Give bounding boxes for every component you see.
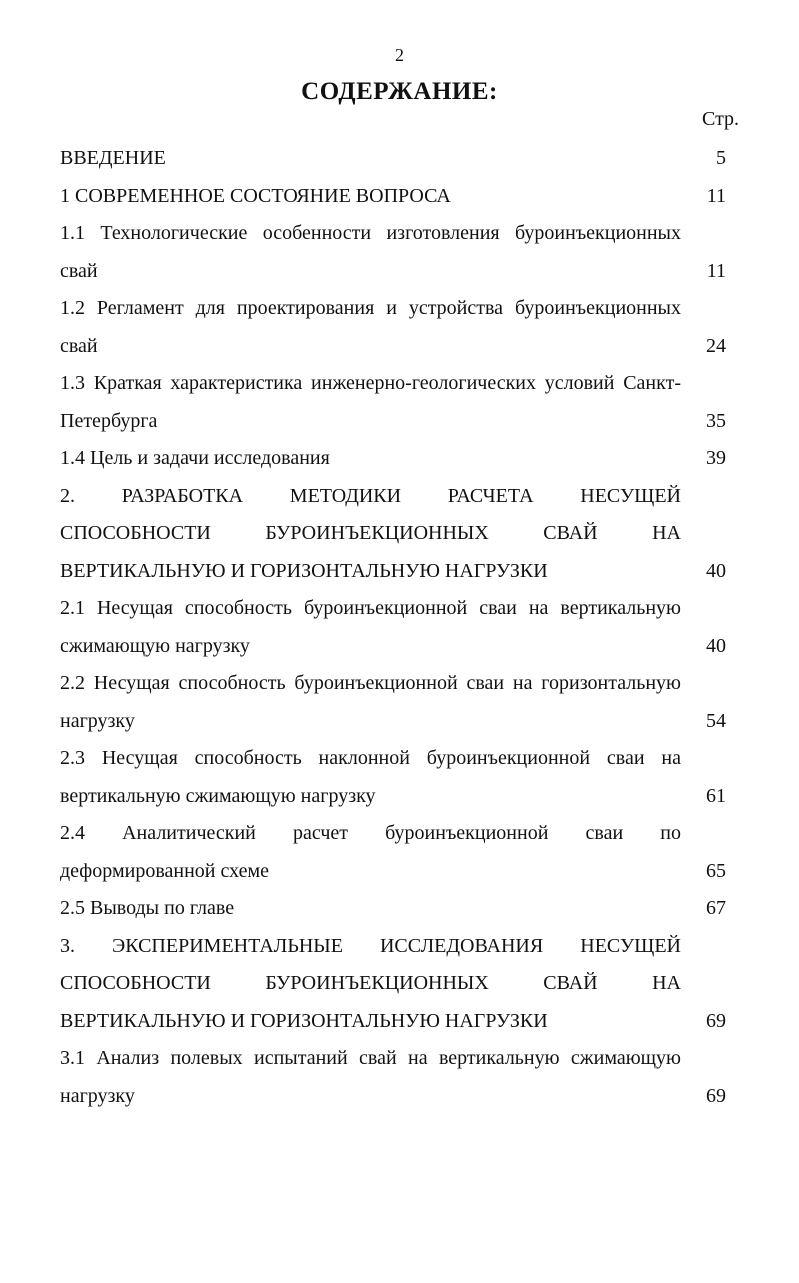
toc-entry-line: 2.4 Аналитический расчет буроинъекционной сваи по [60,822,681,844]
toc-entry [60,1040,744,1115]
toc-entry [60,890,744,928]
toc-entry [60,478,744,591]
toc-entry-page-number: 5 [716,147,726,169]
toc-entry [60,740,744,815]
toc-entry-line: ВЕРТИКАЛЬНУЮ И ГОРИЗОНТАЛЬНУЮ НАГРУЗКИ [60,1009,548,1032]
toc-entry-line: 3. ЭКСПЕРИМЕНТАЛЬНЫЕ ИССЛЕДОВАНИЯ НЕСУЩЕЙ [60,934,681,957]
toc-entry [60,215,744,290]
toc-entry-line: вертикальную сжимающую нагрузку [60,784,376,807]
page-title: СОДЕРЖАНИЕ: [301,78,498,105]
toc-entry [60,365,744,440]
toc-entry-line: свай [60,259,98,282]
toc-entry-line: 1.3 Краткая характеристика инженерно-геологических условий Санкт- [60,372,681,394]
toc-entry-page-number: 54 [706,709,726,732]
toc-entry-line: 2.2 Несущая способность буроинъекционной сваи на горизонтальную [60,672,681,694]
toc-entry-line: нагрузку [60,709,135,732]
toc-entry-page-number: 39 [706,447,726,469]
toc-entry-page-number: 35 [706,409,726,432]
toc-entry-page-number: 40 [706,634,726,657]
toc-entry-page-number: 24 [706,334,726,357]
toc-entry-page-number: 67 [706,897,726,919]
toc-entry-line: 2.5 Выводы по главе [60,897,235,919]
toc-entry-line: 2.3 Несущая способность наклонной буроинъекционной сваи на [60,747,681,769]
toc-entry [60,928,744,1041]
toc-entry-line: 2.1 Несущая способность буроинъекционной сваи на вертикальную [60,597,681,619]
toc-entry-page-number: 69 [706,1084,726,1107]
toc-entry-line: 1 СОВРЕМЕННОЕ СОСТОЯНИЕ ВОПРОСА [60,184,451,207]
toc-entry [60,590,744,665]
table-of-contents [60,140,744,1115]
toc-entry-line: нагрузку [60,1084,135,1107]
toc-entry-line: деформированной схеме [60,859,270,882]
toc-entry-line: 2. РАЗРАБОТКА МЕТОДИКИ РАСЧЕТА НЕСУЩЕЙ [60,484,681,507]
toc-entry-line: 1.1 Технологические особенности изготовления буроинъекционных [60,222,681,244]
toc-entry-page-number: 69 [706,1009,726,1032]
toc-entry-line: 3.1 Анализ полевых испытаний свай на вертикальную сжимающую [60,1047,681,1069]
toc-entry-line: ВВЕДЕНИЕ [60,147,166,169]
toc-entry-line: свай [60,334,98,357]
toc-entry-line: СПОСОБНОСТИ БУРОИНЪЕКЦИОННЫХ СВАЙ НА [60,972,681,994]
toc-entry-line: 1.4 Цель и задачи исследования [60,447,330,469]
toc-entry [60,290,744,365]
toc-entry-line: сжимающую нагрузку [60,634,250,657]
toc-entry-page-number: 61 [706,784,726,807]
toc-entry [60,440,744,478]
toc-entry [60,665,744,740]
toc-entry-page-number: 11 [706,184,726,207]
toc-entry-line: Петербурга [60,409,158,432]
toc-entry [60,140,744,178]
page-column-label: Стр. [702,108,740,130]
toc-entry [60,178,744,216]
page-number: 2 [395,45,404,65]
toc-entry-line: ВЕРТИКАЛЬНУЮ И ГОРИЗОНТАЛЬНУЮ НАГРУЗКИ [60,559,548,582]
toc-entry-page-number: 65 [706,859,726,882]
toc-entry [60,815,744,890]
toc-entry-page-number: 11 [706,259,726,282]
toc-entry-line: 1.2 Регламент для проектирования и устройства буроинъекционных [60,297,681,319]
toc-entry-page-number: 40 [706,559,726,582]
toc-entry-line: СПОСОБНОСТИ БУРОИНЪЕКЦИОННЫХ СВАЙ НА [60,522,681,544]
